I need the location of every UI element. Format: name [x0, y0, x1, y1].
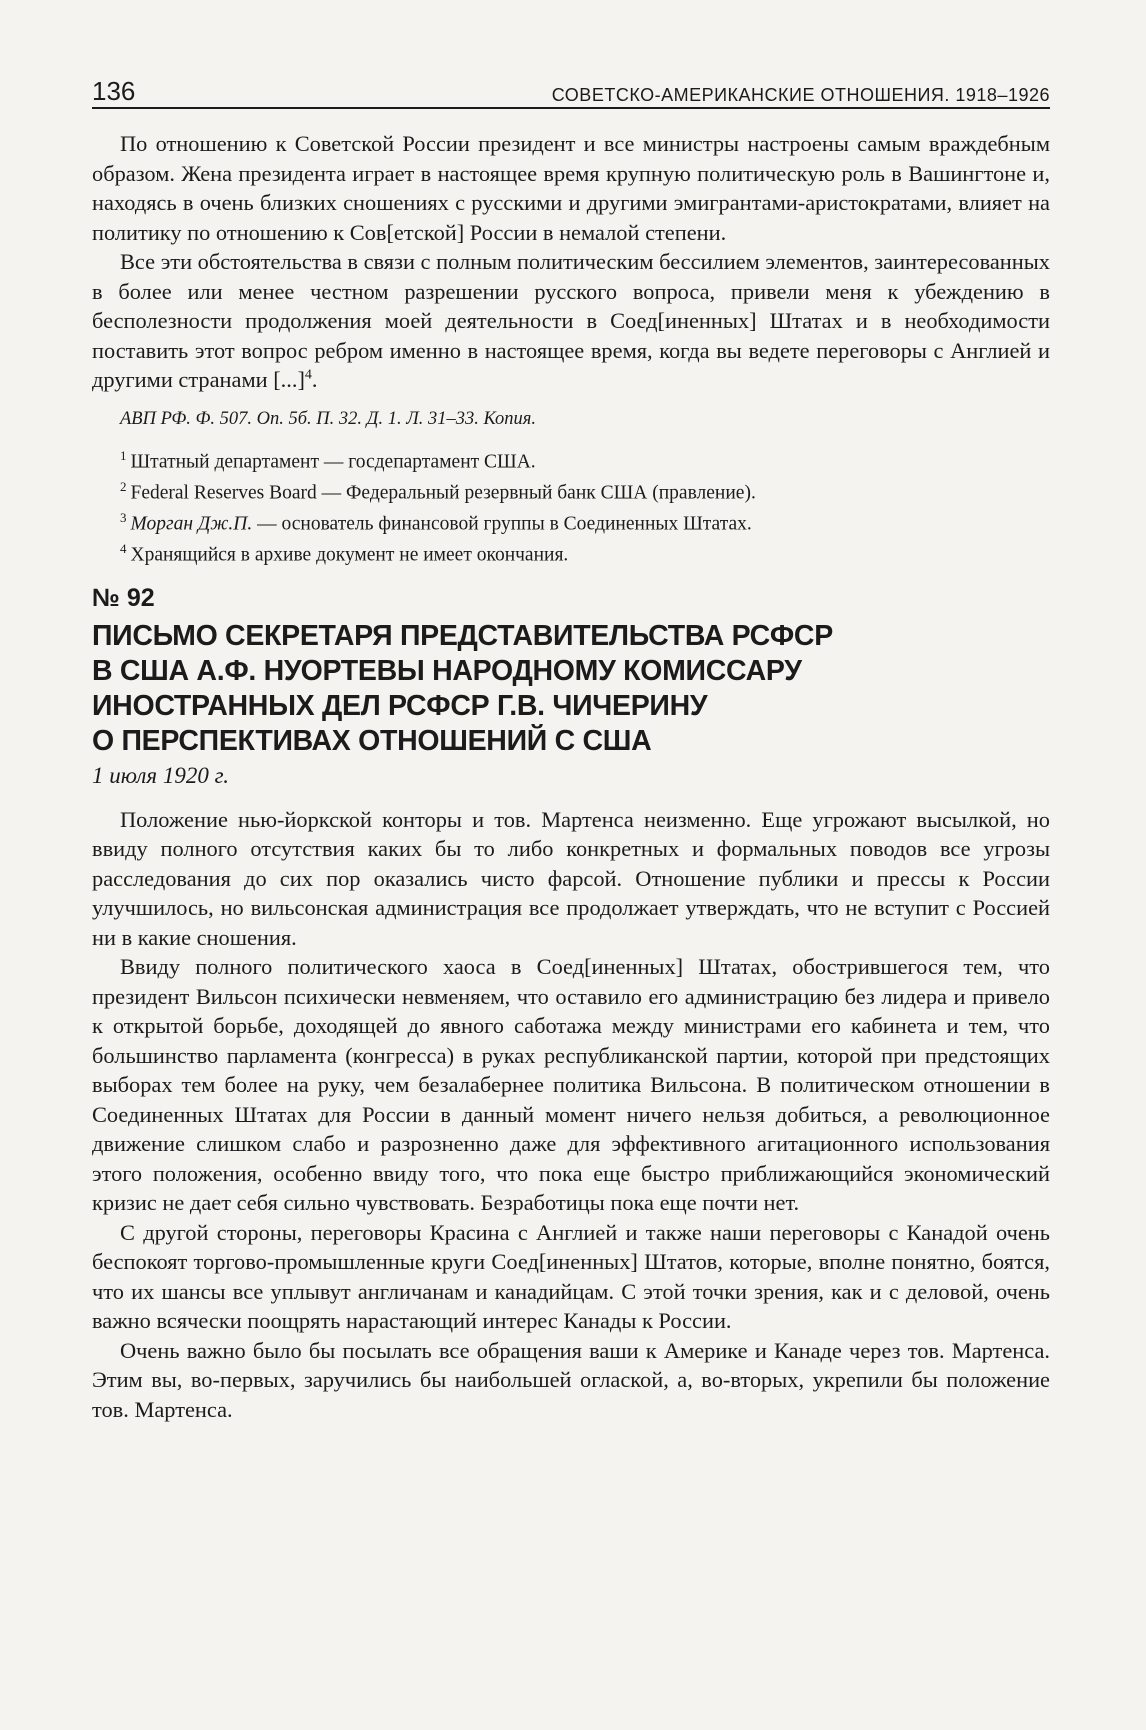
paragraph: Очень важно было бы посылать все обращения ваши к Америке и Канаде через тов. Мартенса. Этим вы, во-первых, заручились бы наибольшей оглаской, а, во-вторых, укрепили бы положение тов. Мартенса.: [92, 1337, 1050, 1422]
title-line: ПИСЬМО СЕКРЕТАРЯ ПРЕДСТАВИТЕЛЬСТВА РСФСР: [92, 619, 833, 652]
paragraph: По отношению к Советской России президент и все министры настроены самым враждебным образом. Жена президента играет в настоящее время крупную политическую роль в Вашингтоне и, находясь в очень близких сношениях с русскими и другими эмигрантами-аристократами, влияет на политику по отношению к Сов[етской] России в немалой степени.: [92, 131, 1050, 245]
title-line: ИНОСТРАННЫХ ДЕЛ РСФСР Г.В. ЧИЧЕРИНУ: [92, 689, 708, 722]
document-title: [92, 619, 1050, 759]
paragraph: Положение нью-йоркской конторы и тов. Мартенса неизменно. Еще угрожают высылкой, но ввиду полного отсутствия каких бы то либо конкретных и формальных поводов все угрозы расследования до сих пор оказались чисто фарсой. Отношение публики и прессы к России улучшилось, но вильсонская администрация все продолжает утверждать, что не вступит с Россией ни в какие сношения.: [92, 806, 1050, 950]
title-line: В США А.Ф. НУОРТЕВЫ НАРОДНОМУ КОМИССАРУ: [92, 654, 802, 687]
running-header: [92, 78, 1050, 109]
paragraph: Ввиду полного политического хаоса в Соед[иненных] Штатах, обострившегося тем, что президент Вильсон психически невменяем, что оставило его администрацию без лидера и привело к открытой борьбе, доходящей до явного саботажа между министрами его кабинета и тем, что большинство парламента (конгресса) в руках республиканской партии, которой при предстоящих выборах тем более на руку, чем безалабернее политика Вильсона. В политическом отношении в Соединенных Штатах для России в данный момент ничего нельзя добиться, а революционное движение слишком слабо и разрозненно даже для эффективного агитационного использования этого положения, особенно ввиду того, что пока еще быстро приближающийся экономический кризис не дает себя сильно чувствовать. Безработицы пока еще почти нет.: [92, 954, 1050, 1215]
running-title: СОВЕТСКО-АМЕРИКАНСКИЕ ОТНОШЕНИЯ. 1918–1926: [551, 85, 1050, 105]
paragraph: Все эти обстоятельства в связи с полным политическим бессилием элементов, заинтересованных в более или менее честном разрешении русского вопроса, привели меня к убеждению в бесполезности продолжения моей деятельности в Соед[иненных] Штатах и в необходимости поставить этот вопрос ребром именно в настоящее время, когда вы ведете переговоры с Англией и другими странами [...]$^4$.: [92, 249, 1050, 392]
footnote: $^1$ Штатный департамент — госдепартамент США.: [120, 447, 536, 472]
footnote: $^4$ Хранящийся в архиве документ не имеет окончания.: [120, 540, 569, 565]
page-number: 136: [92, 76, 136, 106]
archive-citation: АВП РФ. Ф. 507. Оп. 5б. П. 32. Д. 1. Л. 31–33. Копия.: [120, 408, 537, 429]
title-line: О ПЕРСПЕКТИВАХ ОТНОШЕНИЙ С США: [92, 724, 652, 757]
paragraph: С другой стороны, переговоры Красина с Англией и также наши переговоры с Канадой очень беспокоят торгово-промышленные круги Соед[иненных] Штатов, которые, вполне понятно, боятся, что их шансы все уплывут англичанам и канадийцам. С этой точки зрения, как и с деловой, очень важно всячески поощрять нарастающий интерес Канады к России.: [92, 1219, 1050, 1333]
footnote: $^3$ Морган Дж.П. — основатель финансовой группы в Соединенных Штатах.: [120, 509, 752, 534]
document-date: 1 июля 1920 г.: [92, 762, 230, 788]
previous-document-text: [92, 129, 1050, 395]
footnotes: [92, 444, 1050, 568]
document-body: [92, 805, 1050, 1425]
footnote-marker: 4: [304, 367, 312, 383]
document-number: № 92: [92, 583, 155, 612]
footnote: $^2$ Federal Reserves Board — Федеральный резервный банк США (правление).: [120, 478, 756, 503]
